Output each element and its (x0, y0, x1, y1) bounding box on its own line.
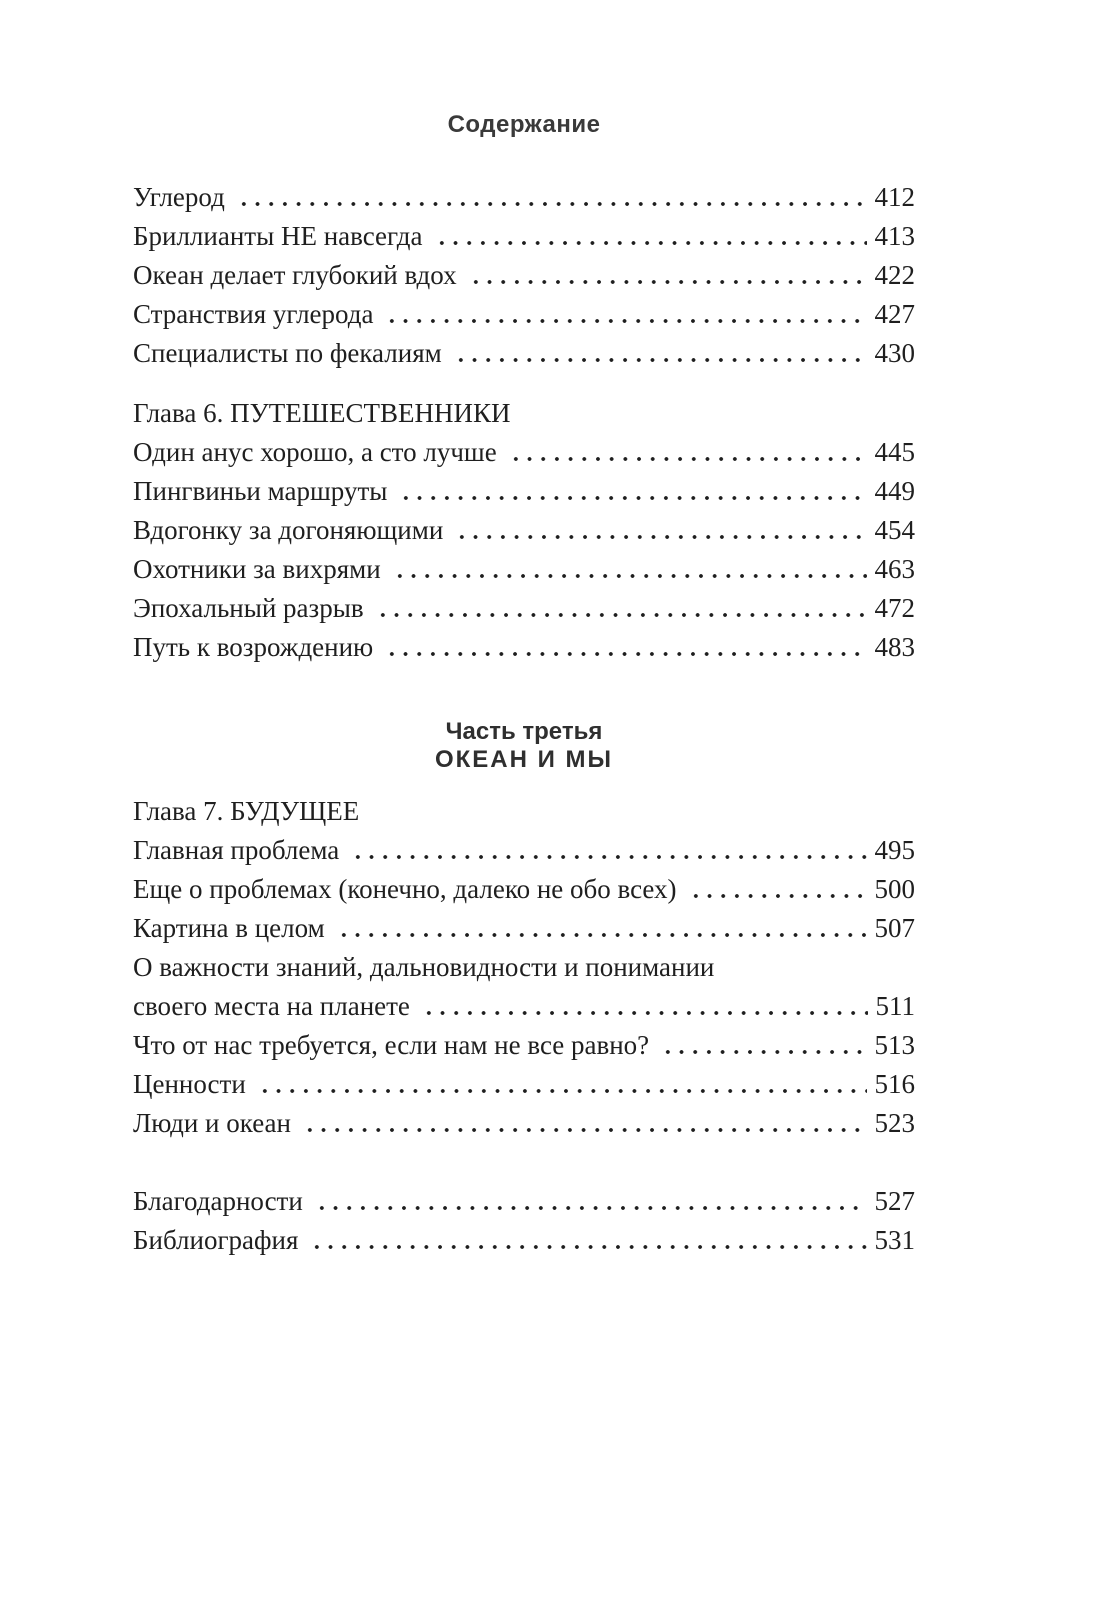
toc-entry-title: Эпохальный разрыв (133, 593, 364, 623)
chapter-heading-label: Глава 6. ПУТЕШЕСТВЕННИКИ (133, 398, 511, 428)
toc-entry (133, 589, 915, 628)
toc-entry-title: Углерод (133, 182, 225, 212)
toc-entry-title: Что от нас требуется, если нам не все равно? (133, 1030, 650, 1060)
toc-entry-title: Океан делает глубокий вдох (133, 260, 457, 290)
chapter-heading (133, 394, 915, 433)
toc-entry-page: 527 (874, 1186, 915, 1216)
toc-entry-title: Охотники за вихрями (133, 554, 381, 584)
toc-entry (133, 334, 915, 373)
dot-leader (420, 1011, 868, 1015)
toc-entry (133, 433, 915, 472)
toc-entry (133, 1026, 915, 1065)
dot-leader (659, 1050, 866, 1054)
toc-entry (133, 870, 915, 909)
toc-entry (133, 550, 915, 589)
dot-leader (301, 1128, 867, 1132)
toc-entry-wrapped-line (133, 948, 915, 987)
chapter-heading-label: Глава 7. БУДУЩЕЕ (133, 796, 360, 826)
toc-entry (133, 1065, 915, 1104)
toc-entry-page: 412 (874, 182, 915, 212)
toc-entry-page: 449 (874, 476, 915, 506)
toc-entry (133, 1221, 915, 1260)
page-title: Содержание (447, 111, 601, 138)
toc-entry-page: 454 (874, 515, 915, 545)
dot-leader (349, 855, 866, 859)
toc-entry-title: Один анус хорошо, а сто лучше (133, 437, 497, 467)
toc-content (133, 0, 915, 1260)
toc-entry-page: 513 (874, 1030, 915, 1060)
toc-entry-page: 511 (875, 991, 915, 1021)
toc-entry-page: 472 (874, 593, 915, 623)
dot-leader (383, 319, 866, 323)
toc-entry-title: Странствия углерода (133, 299, 374, 329)
toc-entry (133, 217, 915, 256)
dot-leader (256, 1089, 867, 1093)
toc-entry (133, 987, 915, 1026)
toc-entry-page: 531 (874, 1225, 915, 1255)
part-heading-line1: Часть третья (445, 718, 603, 745)
dot-leader (391, 574, 867, 578)
toc-entry-page: 495 (874, 835, 915, 865)
dot-leader (313, 1206, 867, 1210)
toc-entry-title: Еще о проблемах (конечно, далеко не обо всех) (133, 874, 677, 904)
toc-entry (133, 472, 915, 511)
toc-entry-title: Путь к возрождению (133, 632, 374, 662)
toc-entry-page: 483 (874, 632, 915, 662)
dot-leader (467, 280, 867, 284)
dot-leader (235, 202, 867, 206)
toc-entry-title: своего места на планете (133, 991, 410, 1021)
toc-entry (133, 831, 915, 870)
toc-entry-title: Благодарности (133, 1186, 303, 1216)
toc-entry-page: 445 (874, 437, 915, 467)
toc-entry-title: Вдогонку за догоняющими (133, 515, 444, 545)
toc-entry-title: Специалисты по фекалиям (133, 338, 442, 368)
toc-entry-page: 507 (874, 913, 915, 943)
toc-entry (133, 256, 915, 295)
dot-leader (507, 457, 867, 461)
toc-entry (133, 295, 915, 334)
toc-entry-title: О важности знаний, дальновидности и понимании (133, 952, 715, 982)
toc-entry-title: Библиография (133, 1225, 299, 1255)
toc-entry-page: 427 (874, 299, 915, 329)
toc-entry-page: 422 (874, 260, 915, 290)
chapter-heading (133, 792, 915, 831)
part-heading-line2: ОКЕАН И МЫ (434, 746, 614, 773)
toc-entry (133, 1104, 915, 1143)
dot-leader (687, 894, 867, 898)
toc-entry-page: 463 (874, 554, 915, 584)
toc-entry (133, 178, 915, 217)
toc-entry-page: 413 (874, 221, 915, 251)
toc-entry-title: Бриллианты НЕ навсегда (133, 221, 423, 251)
toc-entry-title: Главная проблема (133, 835, 340, 865)
toc-entry (133, 628, 915, 667)
dot-leader (397, 496, 866, 500)
dot-leader (452, 358, 867, 362)
part-heading (133, 718, 915, 774)
toc-entry-page: 523 (874, 1108, 915, 1138)
dot-leader (383, 652, 866, 656)
toc-entry-page: 516 (874, 1069, 915, 1099)
dot-leader (453, 535, 866, 539)
toc-entry (133, 1182, 915, 1221)
toc-entry-title: Картина в целом (133, 913, 325, 943)
toc-entry-title: Ценности (133, 1069, 246, 1099)
toc-entry-page: 430 (874, 338, 915, 368)
toc-list (133, 178, 915, 1260)
dot-leader (374, 613, 867, 617)
dot-leader (335, 933, 867, 937)
dot-leader (433, 241, 867, 245)
dot-leader (308, 1245, 866, 1249)
toc-entry-title: Пингвиньи маршруты (133, 476, 388, 506)
toc-entry-title: Люди и океан (133, 1108, 291, 1138)
toc-entry (133, 909, 915, 948)
toc-entry (133, 511, 915, 550)
toc-entry-page: 500 (874, 874, 915, 904)
